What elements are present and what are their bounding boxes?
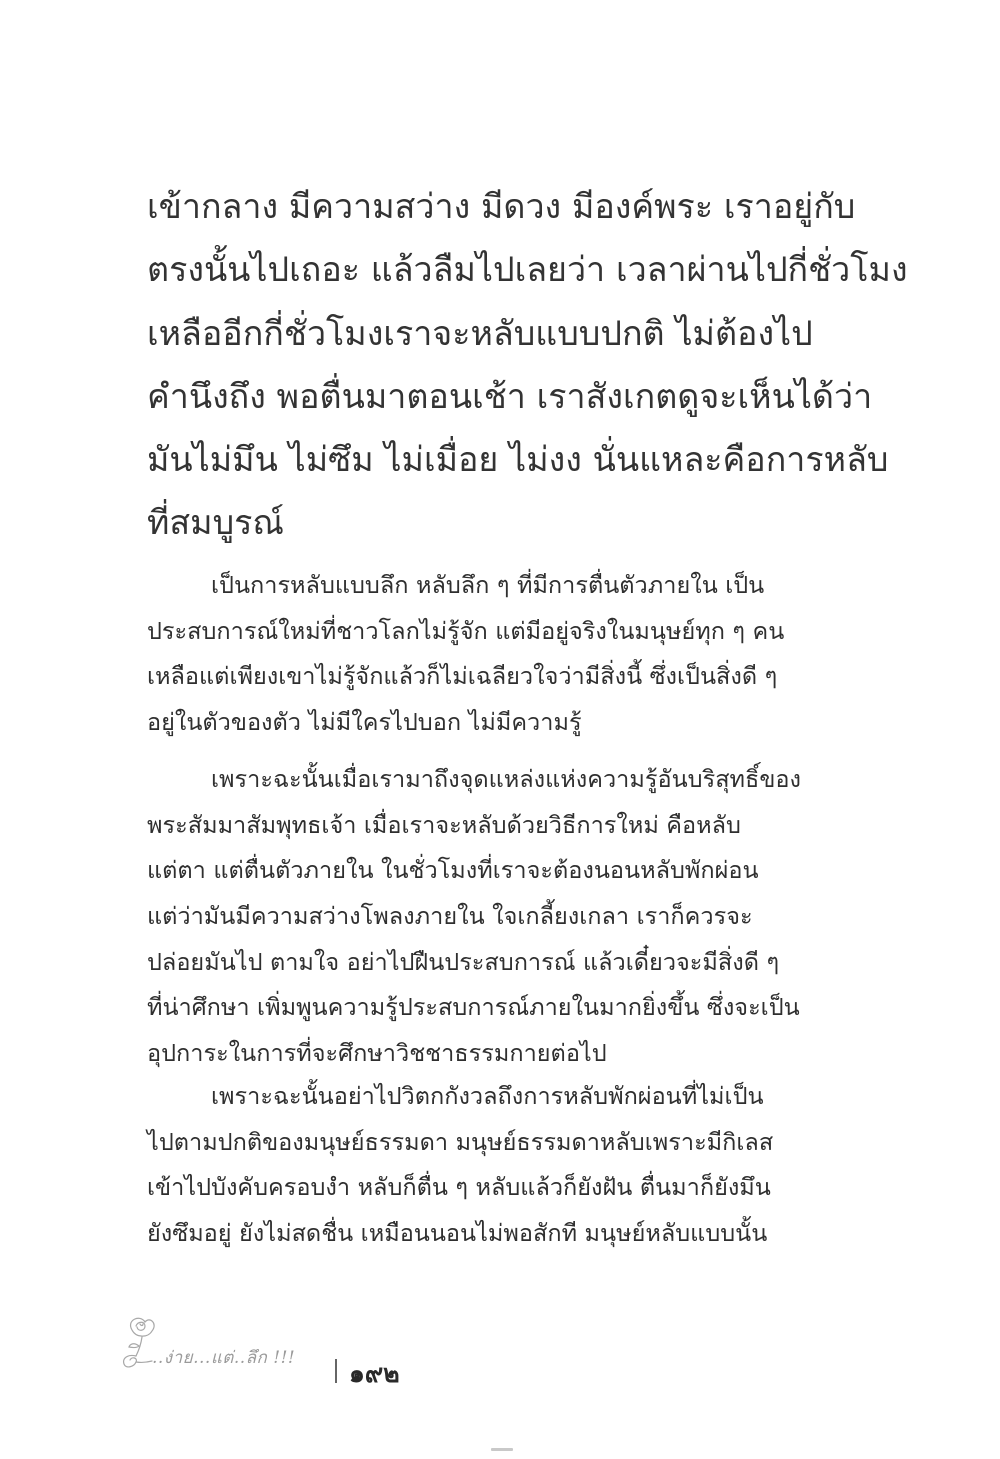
paragraph-2 [147,757,857,1077]
paragraph-line: แต่ว่ามันมีความสว่างโพลงภายใน ใจเกลี้ยงเกลา เราก็ควรจะ [147,902,753,931]
paragraph-line: ไปตามปกติของมนุษย์ธรรมดา มนุษย์ธรรมดาหลับเพราะมีกิเลส [147,1127,774,1156]
large-text-line: เหลืออีกกี่ชั่วโมงเราจะหลับแบบปกติ ไม่ต้องไป [147,313,813,354]
large-text-line: คำนึงถึง พอตื่นมาตอนเช้า เราสังเกตดูจะเห็นได้ว่า [147,376,873,417]
large-text-line: เข้ากลาง มีความสว่าง มีดวง มีองค์พระ เราอยู่กับ [147,187,856,227]
paragraph-line: เพราะฉะนั้นเมื่อเรามาถึงจุดแหล่งแห่งความรู้อันบริสุทธิ์ของ [211,765,802,793]
paragraph-line: เหลือแต่เพียงเขาไม่รู้จักแล้วก็ไม่เฉลียวใจว่ามีสิ่งนี้ ซึ่งเป็นสิ่งดี ๆ [147,662,778,691]
paragraph-3 [147,1074,857,1257]
paragraph-line: ที่น่าศึกษา เพิ่มพูนความรู้ประสบการณ์ภายในมากยิ่งขึ้น ซึ่งจะเป็น [147,993,800,1022]
paragraph-line: เข้าไปบังคับครอบงำ หลับก็ตื่น ๆ หลับแล้วก็ยังฝัน ตื่นมาก็ยังมึน [147,1173,771,1202]
page-number: ๑๙๒ [349,1359,400,1388]
large-text-block [147,176,908,556]
paragraph-line: แต่ตา แต่ตื่นตัวภายใน ในชั่วโมงที่เราจะต้องนอนหลับพักผ่อน [147,856,759,885]
signature-text: ..ง่าย...แต่..ลึก !!! [152,1348,296,1368]
paragraph-line: พระสัมมาสัมพุทธเจ้า เมื่อเราจะหลับด้วยวิธีการใหม่ คือหลับ [147,810,741,839]
printer-mark [491,1448,513,1451]
paragraph-line: ประสบการณ์ใหม่ที่ชาวโลกไม่รู้จัก แต่มีอยู่จริงในมนุษย์ทุก ๆ คน [147,616,785,645]
large-text-line: มันไม่มึน ไม่ซึม ไม่เมื่อย ไม่งง นั่นแหละคือการหลับ [147,440,889,481]
large-text-line: ตรงนั้นไปเถอะ แล้วลืมไปเลยว่า เวลาผ่านไปกี่ชั่วโมง [147,250,908,291]
paragraph-line: เพราะฉะนั้นอย่าไปวิตกกังวลถึงการหลับพักผ่อนที่ไม่เป็น [211,1082,764,1110]
large-text-line: ที่สมบูรณ์ [147,503,284,544]
paragraph-line: อยู่ในตัวของตัว ไม่มีใครไปบอก ไม่มีความรู้ [147,708,582,737]
paragraph-line: ยังซึมอยู่ ยังไม่สดชื่น เหมือนนอนไม่พอสักที มนุษย์หลับแบบนั้น [147,1219,768,1248]
paragraph-1 [147,563,857,746]
footer-divider [335,1359,337,1383]
paragraph-line: อุปการะในการที่จะศึกษาวิชชาธรรมกายต่อไป [147,1039,607,1068]
paragraph-line: ปล่อยมันไป ตามใจ อย่าไปฝืนประสบการณ์ แล้วเดี๋ยวจะมีสิ่งดี ๆ [147,947,780,976]
paragraph-line: เป็นการหลับแบบลึก หลับลึก ๆ ที่มีการตื่นตัวภายใน เป็น [211,571,765,599]
